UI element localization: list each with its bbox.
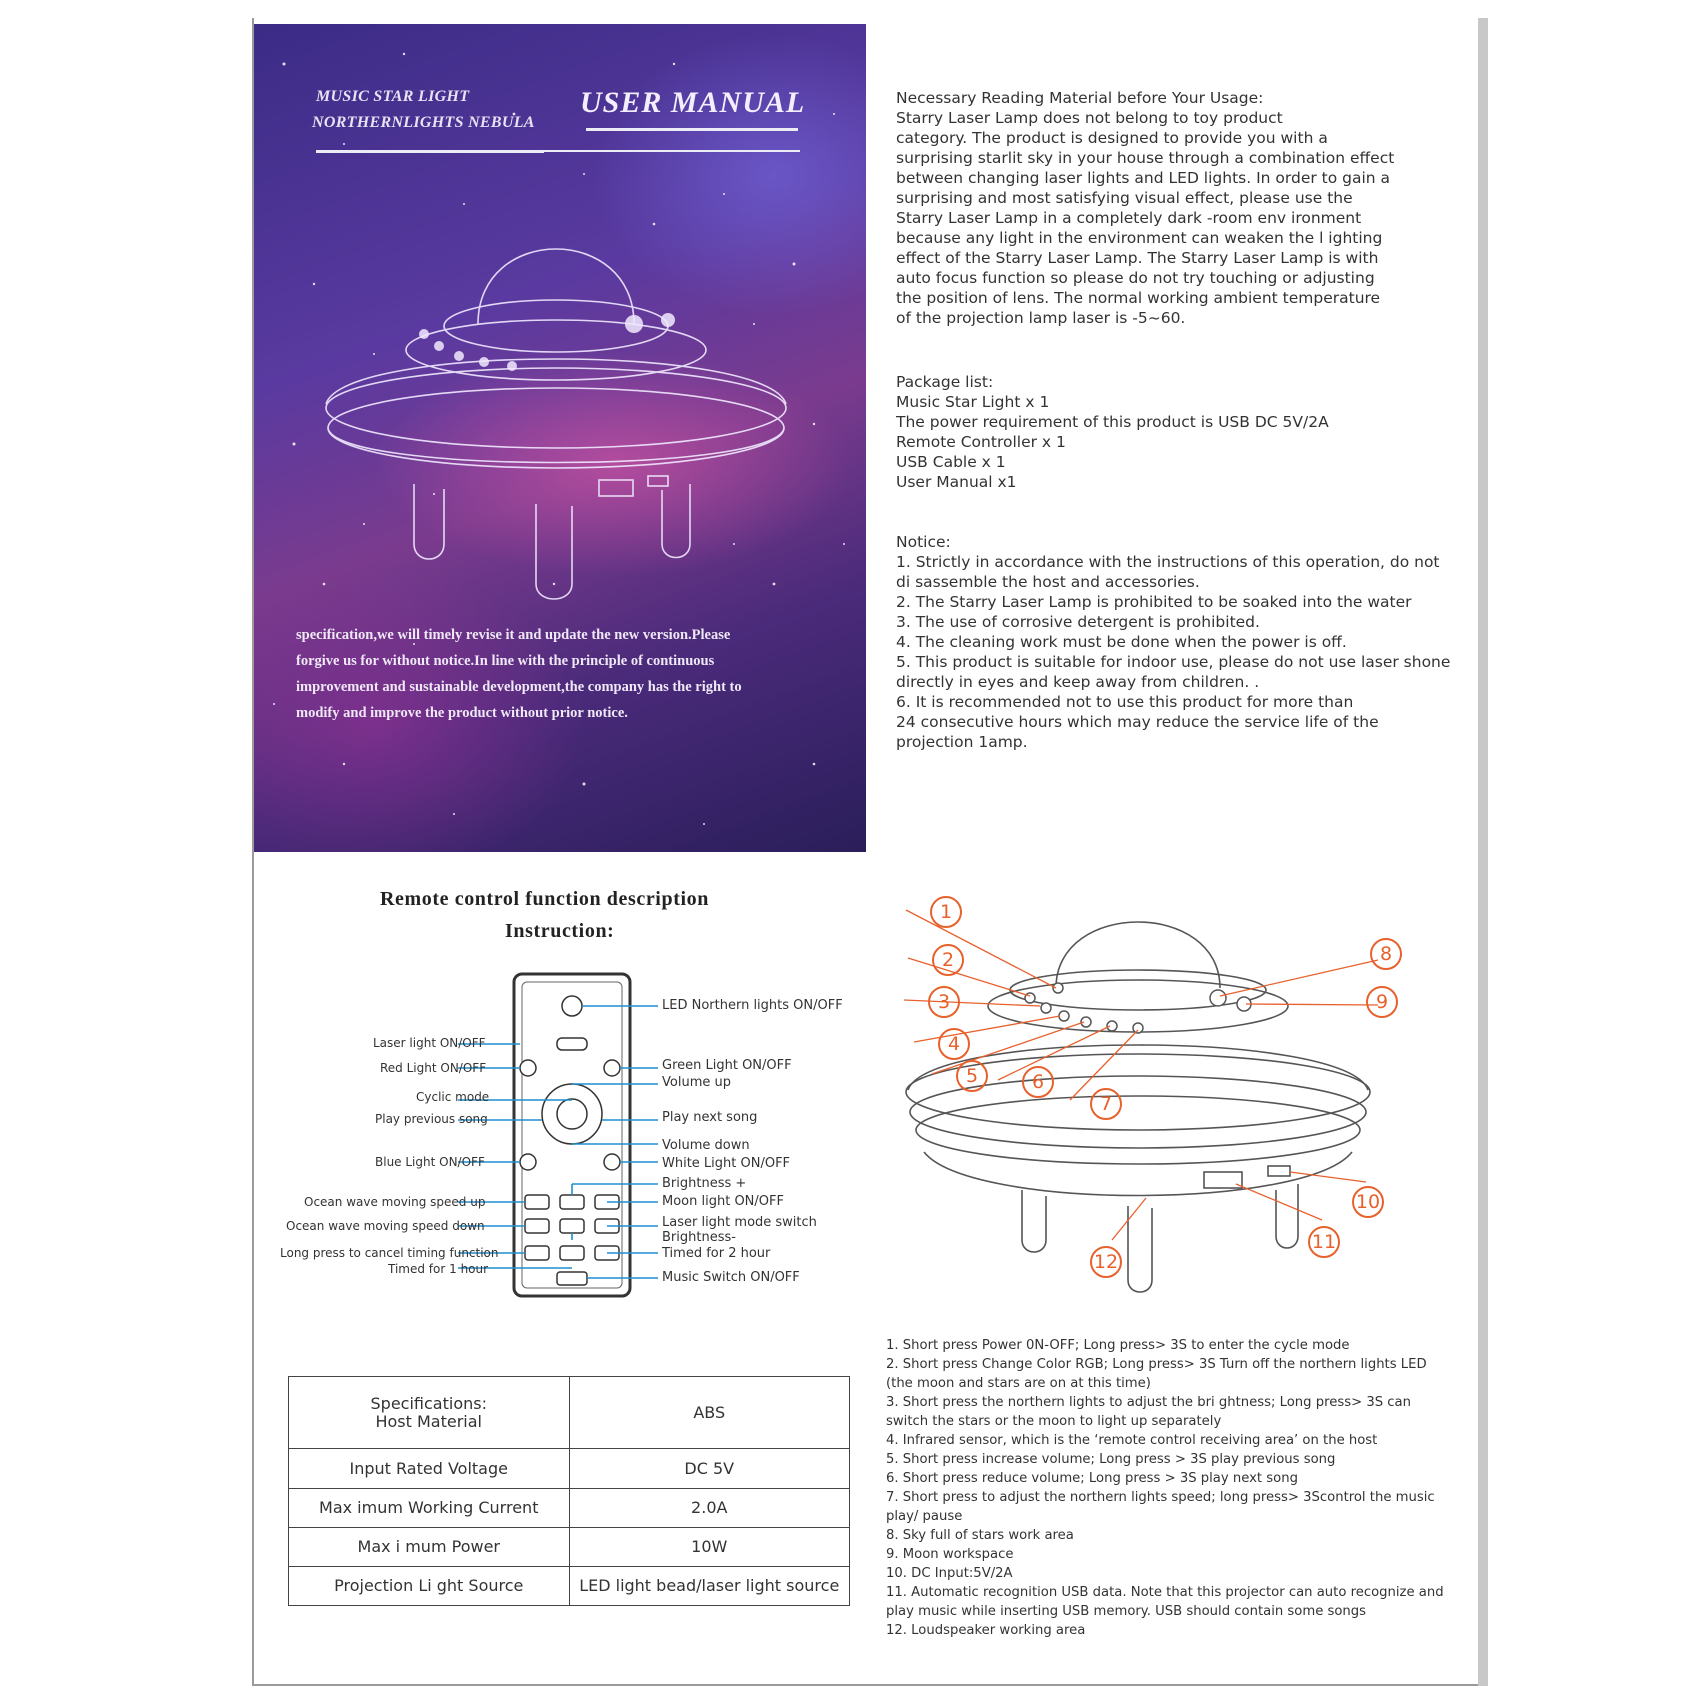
reading-line: surprising starlit sky in your house through a combination effect <box>896 149 1395 167</box>
note-line: play/ pause <box>886 1509 963 1524</box>
notice-line: 3. The use of corrosive detergent is prohibited. <box>896 613 1260 631</box>
spec-value: 10W <box>569 1527 850 1566</box>
reading-material <box>896 88 1476 328</box>
spec-label: Max imum Working Current <box>289 1488 570 1527</box>
cover-note-line: improvement and sustainable development,the company has the right to <box>296 679 742 695</box>
note-line: 12. Loudspeaker working area <box>886 1623 1086 1638</box>
spec-label: Input Rated Voltage <box>289 1449 570 1488</box>
note-line: 2. Short press Change Color RGB; Long press> 3S Turn off the northern lights LED <box>886 1357 1427 1372</box>
callout-12: 12 <box>1090 1246 1122 1278</box>
label-brightness-plus: Brightness + <box>662 1176 747 1191</box>
ufo-line-art <box>326 249 786 599</box>
label-laser-mode: Laser light mode switch <box>662 1215 817 1230</box>
reading-line: of the projection lamp laser is -5~60. <box>896 309 1186 327</box>
note-line: 5. Short press increase volume; Long press > 3S play previous song <box>886 1452 1336 1467</box>
label-music: Music Switch ON/OFF <box>662 1270 800 1285</box>
label-timed-2h: Timed for 2 hour <box>662 1246 771 1261</box>
callout-1: 1 <box>930 896 962 928</box>
label-prev: Play previous song <box>375 1112 488 1126</box>
package-line: USB Cable x 1 <box>896 453 1006 471</box>
callout-6: 6 <box>1022 1066 1054 1098</box>
notice-line: 5. This product is suitable for indoor use, please do not use laser shone <box>896 653 1451 671</box>
label-laser: Laser light ON/OFF <box>373 1036 486 1050</box>
note-line: switch the stars or the moon to light up separately <box>886 1414 1222 1429</box>
label-ocean-up: Ocean wave moving speed up <box>304 1195 486 1209</box>
callout-9: 9 <box>1366 986 1398 1018</box>
reading-line: auto focus function so please do not try touching or adjusting <box>896 269 1375 287</box>
label-green: Green Light ON/OFF <box>662 1058 792 1073</box>
note-line: 9. Moon workspace <box>886 1547 1014 1562</box>
notice-line: di sassemble the host and accessories. <box>896 573 1200 591</box>
notice-line: directly in eyes and keep away from children. . <box>896 673 1260 691</box>
notice-line: 1. Strictly in accordance with the instructions of this operation, do not <box>896 553 1440 571</box>
callout-11: 11 <box>1308 1226 1340 1258</box>
callout-8: 8 <box>1370 938 1402 970</box>
label-volume-up: Volume up <box>662 1075 731 1090</box>
table-row <box>289 1488 850 1527</box>
callout-2: 2 <box>932 944 964 976</box>
notice-line: 6. It is recommended not to use this product for more than <box>896 693 1354 711</box>
label-volume-down: Volume down <box>662 1138 750 1153</box>
note-line: play music while inserting USB memory. USB should contain some songs <box>886 1604 1367 1619</box>
spec-value: ABS <box>569 1377 850 1449</box>
cover-note-line: modify and improve the product without prior notice. <box>296 705 628 721</box>
numbered-notes <box>886 1336 1476 1640</box>
spec-label: Specifications: Host Material <box>289 1377 570 1449</box>
spec-label: Projection Li ght Source <box>289 1566 570 1605</box>
package-list <box>896 372 1476 492</box>
label-led-northern: LED Northern lights ON/OFF <box>662 998 843 1013</box>
label-cyclic: Cyclic mode <box>416 1090 490 1104</box>
package-line: Package list: <box>896 373 994 391</box>
note-line: 11. Automatic recognition USB data. Note that this projector can auto recognize and <box>886 1585 1444 1600</box>
notice-line: projection 1amp. <box>896 733 1028 751</box>
product-buttons <box>1025 983 1251 1033</box>
label-ocean-down: Ocean wave moving speed down <box>286 1219 485 1233</box>
reading-line: because any light in the environment can weaken the l ighting <box>896 229 1383 247</box>
callout-4: 4 <box>938 1028 970 1060</box>
reading-line: between changing laser lights and LED lights. In order to gain a <box>896 169 1391 187</box>
note-line: 4. Infrared sensor, which is the ‘remote control receiving area’ on the host <box>886 1433 1378 1448</box>
notice-line: 24 consecutive hours which may reduce the service life of the <box>896 713 1379 731</box>
remote-section-subtitle: Instruction: <box>505 920 615 942</box>
note-line: 6. Short press reduce volume; Long press > 3S play next song <box>886 1471 1298 1486</box>
cover-note-line: forgive us for without notice.In line with the principle of continuous <box>296 653 715 669</box>
notice-line: Notice: <box>896 533 951 551</box>
spec-value: LED light bead/laser light source <box>569 1566 850 1605</box>
note-line: 7. Short press to adjust the northern lights speed; long press> 3Scontrol the music <box>886 1490 1435 1505</box>
cover-rule-full <box>316 150 800 152</box>
note-line: (the moon and stars are on at this time) <box>886 1376 1151 1391</box>
spec-value: DC 5V <box>569 1449 850 1488</box>
label-moon: Moon light ON/OFF <box>662 1194 784 1209</box>
note-line: 8. Sky full of stars work area <box>886 1528 1074 1543</box>
callout-10: 10 <box>1352 1186 1384 1218</box>
package-line: The power requirement of this product is USB DC 5V/2A <box>896 413 1329 431</box>
label-brightness-minus: Brightness- <box>662 1230 736 1245</box>
label-cancel-timing: Long press to cancel timing function <box>280 1246 499 1260</box>
label-white: White Light ON/OFF <box>662 1156 791 1171</box>
page-edge-shadow <box>1478 18 1488 1686</box>
notice-line: 4. The cleaning work must be done when the power is off. <box>896 633 1347 651</box>
label-blue: Blue Light ON/OFF <box>375 1155 485 1169</box>
package-line: Remote Controller x 1 <box>896 433 1066 451</box>
callout-5: 5 <box>956 1060 988 1092</box>
cover-panel <box>254 24 866 852</box>
note-line: 3. Short press the northern lights to adjust the bri ghtness; Long press> 3S can <box>886 1395 1411 1410</box>
cover-rule-title <box>586 128 798 131</box>
reading-line: the position of lens. The normal working ambient temperature <box>896 289 1381 307</box>
reading-line: Starry Laser Lamp in a completely dark -room env ironment <box>896 209 1362 227</box>
cover-title: USER MANUAL <box>580 86 806 119</box>
note-line: 10. DC Input:5V/2A <box>886 1566 1013 1581</box>
table-row <box>289 1566 850 1605</box>
callout-3: 3 <box>928 986 960 1018</box>
table-row <box>289 1449 850 1488</box>
callout-7: 7 <box>1090 1088 1122 1120</box>
spec-label: Max i mum Power <box>289 1527 570 1566</box>
label-timed-1h: Timed for 1 hour <box>388 1262 489 1276</box>
notice-section <box>896 532 1476 752</box>
reading-line: category. The product is designed to provide you with a <box>896 129 1328 147</box>
cover-notice-text <box>296 622 836 726</box>
reading-line: surprising and most satisfying visual effect, please use the <box>896 189 1353 207</box>
reading-line: Necessary Reading Material before Your Usage: <box>896 89 1264 107</box>
table-row <box>289 1377 850 1449</box>
note-line: 1. Short press Power 0N-OFF; Long press> 3S to enter the cycle mode <box>886 1338 1350 1353</box>
reading-line: Starry Laser Lamp does not belong to toy product <box>896 109 1283 127</box>
cover-note-line: specification,we will timely revise it and update the new version.Please <box>296 627 731 643</box>
table-row <box>289 1527 850 1566</box>
label-next: Play next song <box>662 1110 758 1125</box>
reading-line: effect of the Starry Laser Lamp. The Starry Laser Lamp is with <box>896 249 1379 267</box>
package-line: Music Star Light x 1 <box>896 393 1050 411</box>
spec-value: 2.0A <box>569 1488 850 1527</box>
remote-section-title: Remote control function description <box>380 888 709 910</box>
label-red: Red Light ON/OFF <box>380 1061 487 1075</box>
cover-subtitle-line1: MUSIC STAR LIGHT <box>316 88 470 105</box>
package-line: User Manual x1 <box>896 473 1017 491</box>
cover-illustration <box>254 24 866 852</box>
specifications-table <box>288 1376 850 1606</box>
cover-subtitle-line2: NORTHERNLIGHTS NEBULA <box>312 114 535 131</box>
notice-line: 2. The Starry Laser Lamp is prohibited to be soaked into the water <box>896 593 1412 611</box>
